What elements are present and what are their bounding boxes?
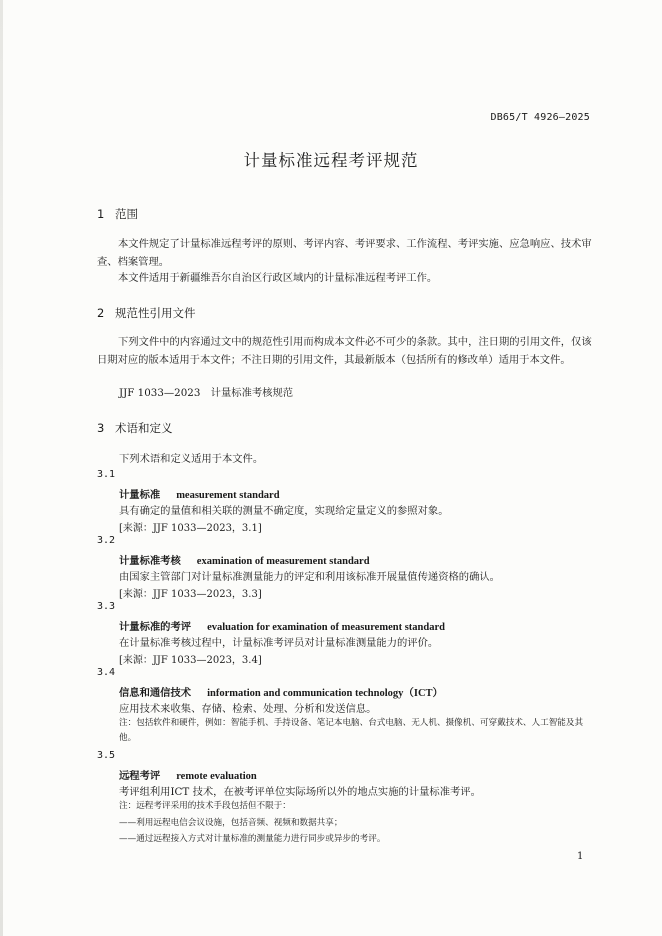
section-3-heading [97, 420, 173, 436]
section-number: 1 [97, 207, 105, 221]
term-heading [119, 552, 370, 567]
list-item: ——通过远程接入方式对计量标准的测量能力进行同步或异步的考评。 [119, 834, 386, 844]
term-source: [来源：JJF 1033—2023，3.3] [119, 589, 262, 600]
term-number: 3.1 [97, 469, 116, 480]
term-en: remote evaluation [176, 771, 257, 782]
term-heading [119, 486, 280, 501]
standard-number: DB65/T 4926—2025 [490, 112, 590, 123]
term-definition: 由国家主管部门对计量标准测量能力的评定和利用该标准开展量值传递资格的确认。 [119, 571, 500, 583]
term-source: [来源：JJF 1033—2023，3.1] [119, 523, 262, 534]
term-number: 3.2 [97, 535, 116, 546]
section-number: 2 [97, 306, 105, 320]
term-number: 3.4 [97, 667, 116, 678]
term-definition: 在计量标准考核过程中，计量标准考评员对计量标准测量能力的评价。 [119, 637, 439, 649]
term-heading [119, 618, 445, 633]
normative-reference: JJF 1033—2023 计量标准考核规范 [119, 387, 294, 399]
term-en: evaluation for examination of measurement standard [207, 622, 445, 633]
term-number: 3.3 [97, 601, 116, 612]
term-number: 3.5 [97, 750, 116, 761]
section-title: 规范性引用文件 [115, 306, 196, 320]
term-zh: 计量标准的考评 [119, 621, 192, 633]
term-zh: 计量标准 [119, 489, 161, 501]
paragraph: 本文件适用于新疆维吾尔自治区行政区域内的计量标准远程考评工作。 [118, 272, 438, 284]
section-1-heading [97, 206, 138, 222]
term-zh: 远程考评 [119, 770, 161, 782]
term-note: 注：远程考评采用的技术手段包括但不限于： [119, 801, 291, 811]
section-title: 术语和定义 [115, 421, 173, 435]
term-definition: 应用技术来收集、存储、检索、处理、分析和发送信息。 [119, 703, 377, 715]
term-en: information and communication technology（ICT） [207, 688, 444, 699]
term-zh: 计量标准考核 [119, 555, 181, 567]
term-note: 注：包括软件和硬件，例如：智能手机、手持设备、笔记本电脑、台式电脑、无人机、摄像机、可穿戴技术、人工智能及其他。 [119, 718, 584, 743]
term-en: measurement standard [176, 490, 280, 501]
term-en: examination of measurement standard [196, 556, 370, 567]
scan-edge [0, 0, 3, 936]
paragraph: 下列术语和定义适用于本文件。 [119, 453, 264, 465]
list-item: ——利用远程电信会议设施，包括音频、视频和数据共享； [119, 818, 343, 828]
paragraph: 下列文件中的内容通过文中的规范性引用而构成本文件必不可少的条款。其中，注日期的引用文件，仅该日期对应的版本适用于本文件；不注日期的引用文件，其最新版本（包括所有的修改单）适用于本文件。 [97, 336, 592, 366]
term-heading [119, 684, 443, 700]
section-2-heading [97, 305, 196, 321]
page-number: 1 [577, 851, 584, 862]
term-source: [来源：JJF 1033—2023，3.4] [119, 655, 262, 666]
section-number: 3 [97, 421, 105, 435]
section-title: 范围 [115, 207, 138, 221]
document-title: 计量标准远程考评规范 [243, 151, 419, 170]
paragraph: 本文件规定了计量标准远程考评的原则、考评内容、考评要求、工作流程、考评实施、应急响应、技术审查、档案管理。 [97, 238, 592, 268]
term-definition: 具有确定的量值和相关联的测量不确定度，实现给定量定义的参照对象。 [119, 505, 449, 517]
term-zh: 信息和通信技术 [119, 687, 192, 699]
term-heading [119, 767, 257, 782]
term-definition: 考评组利用ICT 技术，在被考评单位实际场所以外的地点实施的计量标准考评。 [119, 786, 481, 798]
